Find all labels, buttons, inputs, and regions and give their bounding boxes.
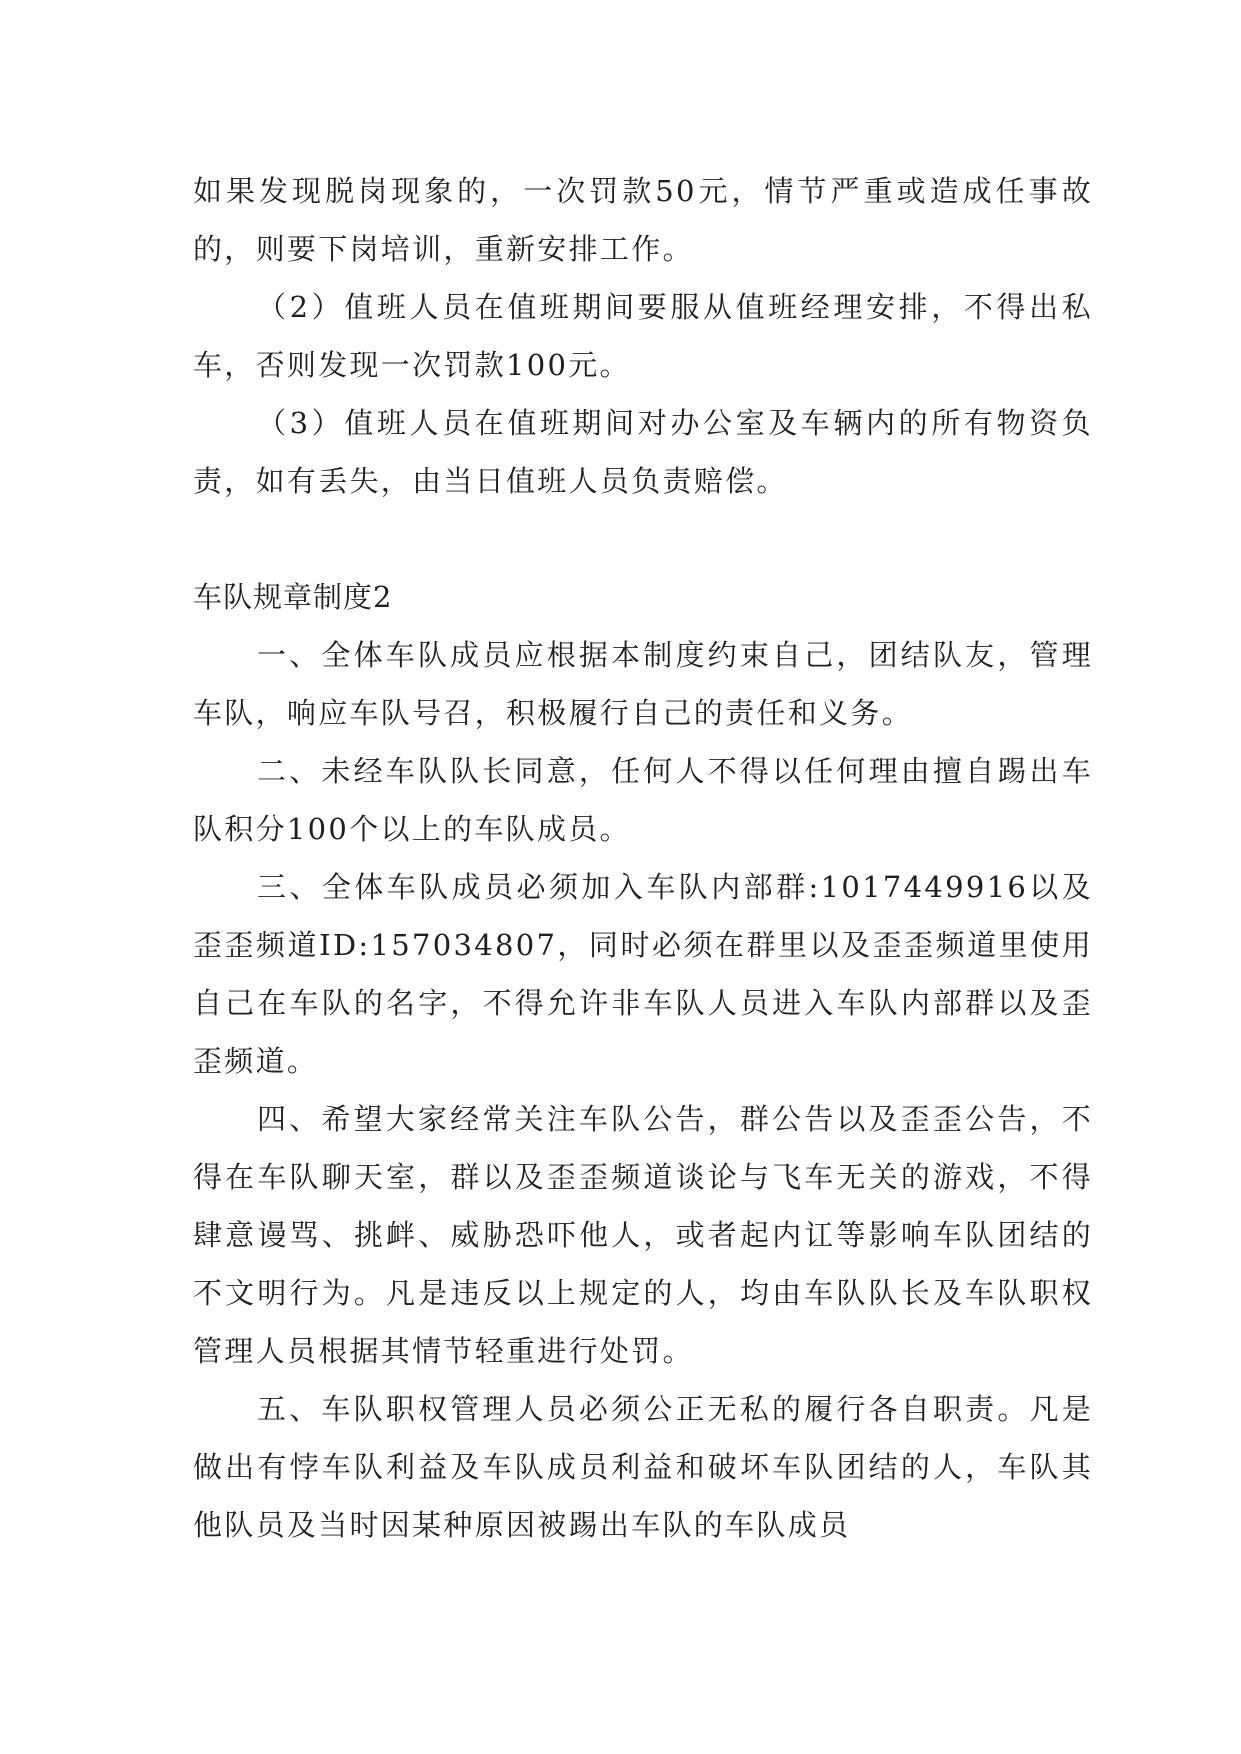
rule-5: 五、车队职权管理人员必须公正无私的履行各自职责。凡是做出有悖车队利益及车队成员利益和破坏车队团结的人，车队其他队员及当时因某种原因被踢出车队的车队成员 bbox=[193, 1392, 1093, 1542]
document-body bbox=[193, 162, 1093, 1554]
rule-3: 三、全体车队成员必须加入车队内部群:1017449916以及歪歪频道ID:157034807，同时必须在群里以及歪歪频道里使用自己在车队的名字，不得允许非车队人员进入车队内部群以及歪歪频道。 bbox=[193, 870, 1093, 1078]
rule-1: 一、全体车队成员应根据本制度约束自己，团结队友，管理车队，响应车队号召，积极履行自己的责任和义务。 bbox=[193, 638, 1093, 730]
rule-2: 二、未经车队队长同意，任何人不得以任何理由擅自踢出车队积分100个以上的车队成员。 bbox=[193, 754, 1093, 846]
rule-4: 四、希望大家经常关注车队公告，群公告以及歪歪公告，不得在车队聊天室，群以及歪歪频道谈论与飞车无关的游戏，不得肆意谩骂、挑衅、威胁恐吓他人，或者起内讧等影响车队团结的不文明行为。凡是违反以上规定的人，均由车队队长及车队职权管理人员根据其情节轻重进行处罚。 bbox=[193, 1102, 1093, 1368]
section-title: 车队规章制度2 bbox=[193, 580, 393, 614]
paragraph-duty-rule-2: （2）值班人员在值班期间要服从值班经理安排，不得出私车，否则发现一次罚款100元。 bbox=[193, 290, 1093, 382]
paragraph-duty-rule-3: （3）值班人员在值班期间对办公室及车辆内的所有物资负责，如有丢失，由当日值班人员负责赔偿。 bbox=[193, 406, 1093, 498]
paragraph-dereliction-penalty: 如果发现脱岗现象的，一次罚款50元，情节严重或造成任事故的，则要下岗培训，重新安排工作。 bbox=[193, 174, 1093, 266]
